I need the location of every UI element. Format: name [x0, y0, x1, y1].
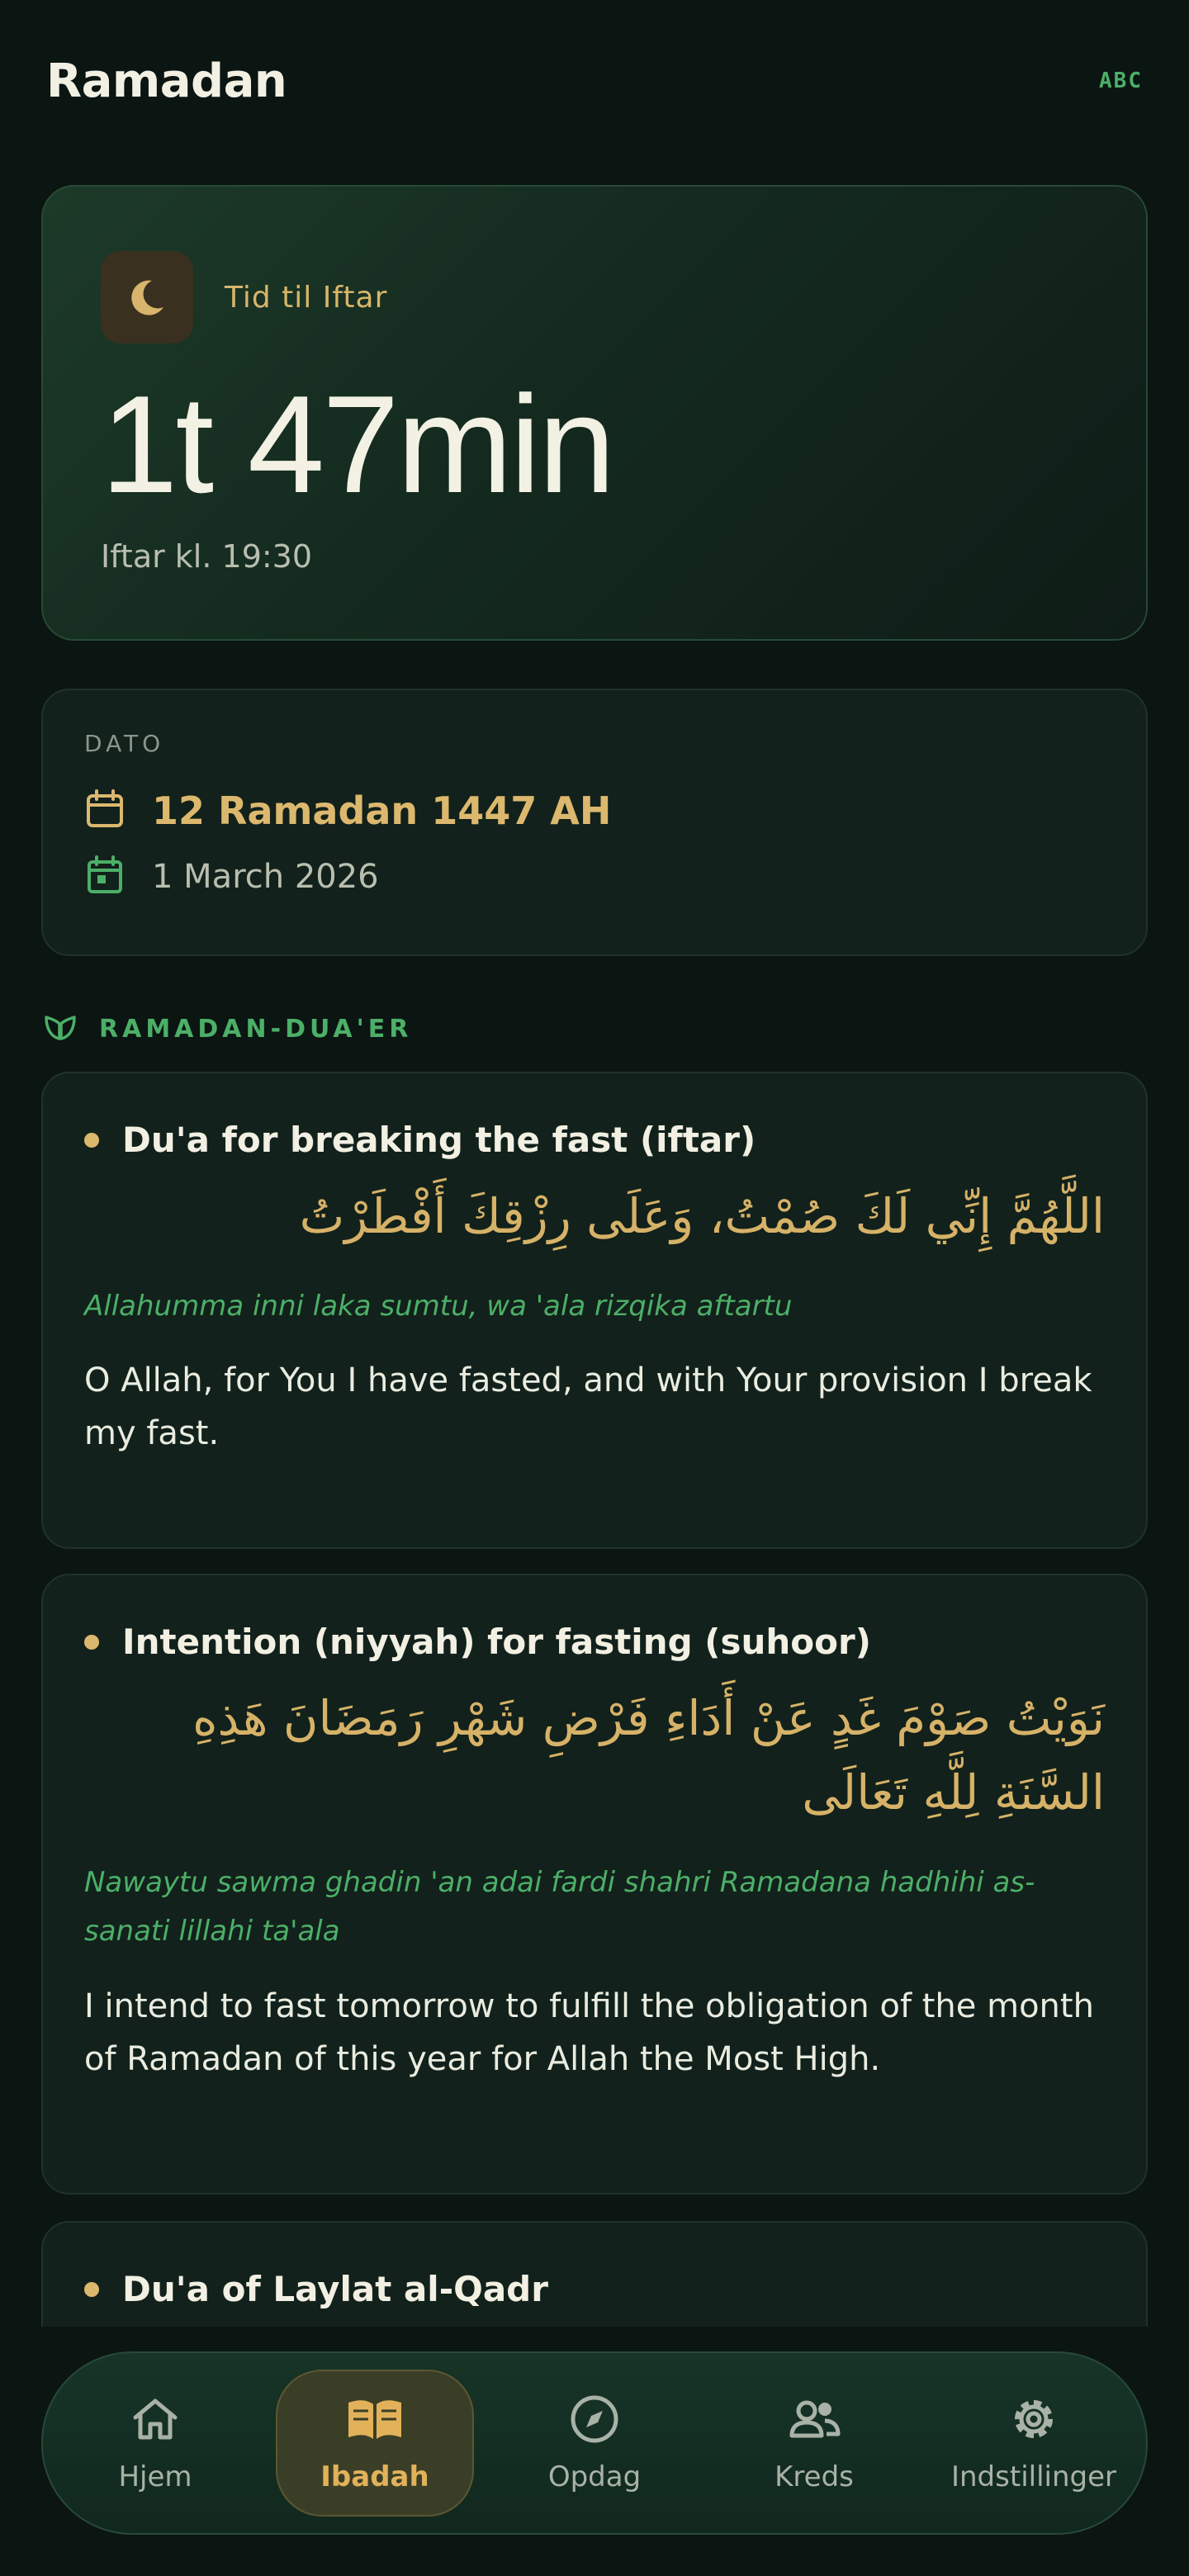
bullet-dot: [84, 2282, 99, 2297]
book-icon: [345, 2393, 405, 2449]
page-title: Ramadan: [46, 54, 287, 108]
nav-item-settings[interactable]: [935, 2370, 1133, 2517]
header: [46, 48, 1143, 114]
nav-item-discover[interactable]: [495, 2370, 694, 2517]
iftar-time: Iftar kl. 19:30: [101, 538, 313, 575]
iftar-label: Tid til Iftar: [225, 280, 388, 315]
people-icon: [785, 2393, 843, 2449]
date-card: [41, 689, 1148, 956]
moon-icon: [101, 251, 193, 343]
dua-title: Intention (niyyah) for fasting (suhoor): [122, 1622, 871, 1662]
gear-icon: [1007, 2393, 1060, 2449]
duas-section-title: RAMADAN-DUA'ER: [99, 1014, 413, 1044]
nav-label: Indstillinger: [950, 2460, 1116, 2493]
nav-label: Ibadah: [320, 2460, 429, 2493]
nav-label: Opdag: [547, 2460, 642, 2493]
bullet-dot: [84, 1133, 99, 1148]
home-icon: [129, 2393, 182, 2449]
iftar-countdown: 1t 47min: [101, 367, 613, 522]
nav-item-ibadah[interactable]: [276, 2370, 474, 2517]
dua-list[interactable]: [0, 1070, 1189, 2327]
date-heading: DATO: [84, 730, 165, 757]
dua-arabic: اللَّهُمَّ إِنِّي لَكَ صُمْتُ، وَعَلَى رِزْقِكَ أَفْطَرْتُ: [299, 1188, 1105, 1244]
iftar-countdown-card: [41, 185, 1148, 641]
praying-hands-icon: [41, 1012, 79, 1045]
nav-item-home[interactable]: [56, 2370, 254, 2517]
duas-section-heading: [41, 1012, 412, 1045]
calendar-icon: [84, 788, 126, 833]
dua-card[interactable]: [41, 1072, 1148, 1549]
dua-arabic: نَوَيْتُ صَوْمَ غَدٍ عَنْ أَدَاءِ فَرْضِ شَهْرِ رَمَضَانَ هَذِهِ السَّنَةِ لِلَّهِ تَعَالَى: [192, 1690, 1105, 1821]
dua-transliteration: Allahumma inni laka sumtu, wa 'ala rizqika aftartu: [84, 1289, 793, 1323]
bullet-dot: [84, 1635, 99, 1650]
dua-title: Du'a of Laylat al-Qadr: [122, 2269, 548, 2309]
gregorian-date: 1 March 2026: [152, 858, 379, 896]
dua-translation: O Allah, for You I have fasted, and with Your provision I break my fast.: [84, 1361, 1092, 1453]
nav-item-circle[interactable]: [715, 2370, 913, 2517]
dua-card[interactable]: [41, 1574, 1148, 2195]
hijri-date: 12 Ramadan 1447 AH: [152, 788, 612, 833]
nav-label: Hjem: [118, 2460, 192, 2493]
nav-label: Kreds: [775, 2460, 854, 2493]
calendar-day-icon: [84, 855, 126, 899]
dua-transliteration: Nawaytu sawma ghadin 'an adai fardi shahri Ramadana hadhihi as-sanati lillahi ta'ala: [84, 1865, 1035, 1949]
bottom-navigation: [41, 2351, 1148, 2535]
dua-card[interactable]: [41, 2221, 1148, 2327]
script-toggle-button[interactable]: ABC: [1099, 69, 1143, 93]
dua-translation: I intend to fast tomorrow to fulfill the obligation of the month of Ramadan of this year for Allah the Most High.: [84, 1986, 1094, 2078]
compass-icon: [568, 2393, 621, 2449]
dua-title: Du'a for breaking the fast (iftar): [122, 1120, 756, 1160]
